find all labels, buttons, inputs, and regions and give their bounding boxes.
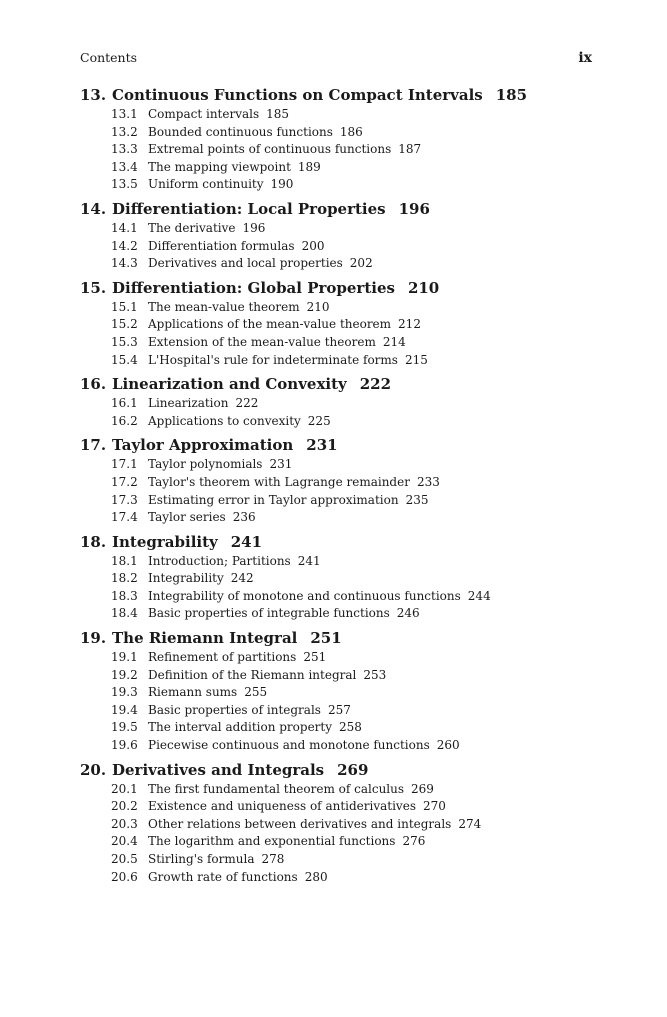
section-page: 246 (396, 606, 420, 621)
chapter-page: 210 (407, 278, 440, 297)
chapter-number: 19. (80, 629, 107, 648)
running-head (80, 50, 592, 68)
chapter-heading (80, 435, 600, 456)
chapter-heading (80, 199, 600, 220)
section-page: 255 (244, 685, 268, 700)
chapter-page: 196 (398, 199, 430, 218)
section-title: The mapping viewpoint (148, 159, 291, 174)
section-number: 19.4 (111, 702, 138, 717)
toc-chapter (80, 374, 600, 430)
section-page: 185 (266, 107, 290, 121)
section-page: 253 (363, 667, 387, 682)
toc-chapter (80, 760, 600, 887)
toc-section-entry (80, 316, 600, 334)
section-title: Integrability of monotone and continuous functions (148, 588, 461, 603)
section-number: 17.1 (111, 457, 138, 472)
section-page: 242 (230, 571, 254, 586)
toc-section-entry (80, 124, 600, 142)
section-title: Applications of the mean-value theorem (148, 317, 392, 332)
chapter-page: 241 (230, 532, 263, 551)
section-number: 16.2 (111, 413, 138, 428)
chapter-number: 13. (80, 86, 107, 104)
toc-chapter (80, 435, 600, 526)
chapter-number: 14. (80, 199, 107, 218)
section-title: Estimating error in Taylor approximation (148, 492, 399, 507)
section-number: 19.3 (111, 685, 138, 700)
section-number: 19.2 (111, 667, 138, 682)
section-title: Differentiation formulas (148, 238, 295, 253)
section-title: Riemann sums (148, 685, 238, 700)
section-title: Applications to convexity (148, 413, 301, 428)
chapter-title: Derivatives and Integrals (112, 760, 325, 779)
section-title: The mean-value theorem (148, 299, 300, 314)
toc-section-entry (80, 719, 600, 737)
section-number: 17.4 (111, 510, 138, 525)
toc-section-entry (80, 334, 600, 352)
chapter-heading (80, 85, 600, 106)
toc-chapter (80, 532, 600, 623)
toc-section-entry (80, 833, 600, 851)
chapter-heading (80, 374, 600, 395)
chapter-page: 231 (306, 436, 338, 455)
chapter-number: 15. (80, 278, 107, 297)
toc-section-entry (80, 255, 600, 273)
section-page: 241 (297, 553, 321, 568)
section-number: 20.1 (111, 781, 138, 796)
toc-section-entry (80, 816, 600, 834)
section-title: Extension of the mean-value theorem (148, 334, 376, 349)
section-title: Bounded continuous functions (148, 124, 333, 139)
chapter-number: 17. (80, 436, 107, 455)
toc-section-entry (80, 667, 600, 685)
section-number: 20.3 (111, 816, 138, 831)
toc-section-entry (80, 570, 600, 588)
section-number: 14.3 (111, 256, 138, 271)
toc-section-entry (80, 588, 600, 606)
section-page: 276 (402, 834, 426, 849)
section-page: 210 (306, 299, 330, 314)
toc-section-entry (80, 474, 600, 492)
section-number: 15.2 (111, 317, 138, 332)
section-page: 235 (405, 492, 429, 507)
chapter-page: 251 (310, 629, 342, 648)
section-page: 269 (411, 781, 434, 796)
toc-section-entry (80, 238, 600, 256)
toc-section-entry (80, 851, 600, 869)
section-title: Growth rate of functions (148, 869, 298, 884)
section-page: 251 (303, 650, 327, 665)
section-page: 186 (339, 124, 363, 139)
section-title: Introduction; Partitions (148, 553, 291, 568)
chapter-page: 222 (359, 375, 392, 394)
toc-section-entry (80, 781, 600, 799)
section-number: 13.3 (111, 142, 138, 157)
toc-section-entry (80, 702, 600, 720)
section-number: 19.1 (111, 650, 138, 665)
chapter-number: 18. (80, 532, 107, 551)
section-title: Compact intervals (148, 107, 260, 121)
section-title: Integrability (148, 571, 224, 586)
toc-section-entry (80, 176, 600, 194)
section-page: 189 (297, 159, 321, 174)
section-number: 14.2 (111, 238, 138, 253)
section-page: 215 (404, 352, 428, 367)
section-number: 18.2 (111, 571, 138, 586)
section-number: 17.2 (111, 474, 138, 489)
toc-section-entry (80, 159, 600, 177)
section-number: 13.2 (111, 124, 138, 139)
toc-section-entry (80, 220, 600, 238)
section-title: Derivatives and local properties (148, 256, 343, 271)
chapter-heading (80, 760, 600, 781)
chapter-number: 20. (80, 760, 107, 779)
section-number: 13.4 (111, 159, 138, 174)
section-number: 20.2 (111, 799, 138, 814)
toc-section-entry (80, 553, 600, 571)
toc-section-entry (80, 509, 600, 527)
section-page: 214 (382, 334, 406, 349)
section-page: 257 (327, 702, 351, 717)
section-title: Taylor's theorem with Lagrange remainder (148, 474, 410, 489)
section-title: L'Hospital's rule for indeterminate forms (148, 352, 398, 367)
chapter-title: The Riemann Integral (112, 629, 298, 648)
section-page: 200 (301, 238, 325, 253)
section-page: 212 (398, 317, 421, 332)
section-title: The first fundamental theorem of calculus (148, 781, 405, 796)
section-number: 15.1 (111, 299, 138, 314)
section-number: 15.4 (111, 352, 138, 367)
section-page: 202 (349, 256, 373, 271)
section-title: Definition of the Riemann integral (148, 667, 357, 682)
toc-section-entry (80, 649, 600, 667)
running-title: Contents (80, 50, 138, 65)
section-title: Uniform continuity (148, 177, 264, 192)
chapter-title: Linearization and Convexity (112, 375, 347, 394)
toc-section-entry (80, 605, 600, 623)
toc-section-entry (80, 869, 600, 887)
chapter-page: 185 (495, 86, 528, 104)
section-title: Taylor polynomials (148, 457, 263, 472)
section-number: 13.5 (111, 177, 138, 192)
toc-chapter (80, 199, 600, 273)
section-number: 14.1 (111, 220, 138, 235)
section-title: Refinement of partitions (148, 650, 297, 665)
section-number: 18.1 (111, 553, 138, 568)
section-page: 233 (416, 474, 440, 489)
section-title: Other relations between derivatives and integrals (148, 816, 452, 831)
toc-section-entry (80, 798, 600, 816)
section-number: 13.1 (111, 107, 138, 121)
section-title: Basic properties of integrals (148, 702, 321, 717)
toc-section-entry (80, 492, 600, 510)
section-number: 19.6 (111, 738, 138, 753)
toc-section-entry (80, 352, 600, 370)
section-number: 15.3 (111, 334, 138, 349)
section-title: The interval addition property (148, 720, 333, 735)
toc-section-entry (80, 106, 600, 124)
toc-chapter (80, 278, 600, 369)
chapter-title: Differentiation: Global Properties (112, 278, 395, 297)
section-title: Taylor series (148, 510, 226, 525)
toc-section-entry (80, 737, 600, 755)
section-number: 17.3 (111, 492, 138, 507)
section-number: 20.4 (111, 834, 138, 849)
section-number: 20.5 (111, 852, 138, 866)
chapter-heading (80, 278, 600, 299)
section-page: 222 (235, 396, 259, 411)
section-number: 16.1 (111, 396, 138, 411)
chapter-heading (80, 532, 600, 553)
chapter-heading (80, 628, 600, 649)
chapter-title: Differentiation: Local Properties (112, 199, 386, 218)
section-title: Piecewise continuous and monotone functions (148, 738, 430, 753)
toc-section-entry (80, 299, 600, 317)
chapter-title: Integrability (112, 532, 218, 551)
toc-section-entry (80, 684, 600, 702)
toc-chapter (80, 85, 600, 194)
section-page: 260 (436, 738, 460, 753)
section-title: Linearization (148, 396, 229, 411)
page-number: ix (578, 50, 592, 66)
section-page: 225 (307, 413, 331, 428)
section-number: 18.4 (111, 606, 138, 621)
section-title: Stirling's formula (148, 852, 255, 866)
section-title: The derivative (148, 220, 236, 235)
section-title: Basic properties of integrable functions (148, 606, 390, 621)
section-page: 190 (270, 177, 294, 192)
toc-section-entry (80, 141, 600, 159)
section-page: 187 (398, 142, 422, 157)
chapter-page: 269 (337, 760, 369, 779)
section-page: 270 (422, 799, 446, 814)
toc-chapter (80, 628, 600, 755)
section-page: 231 (269, 457, 293, 472)
section-title: Extremal points of continuous functions (148, 142, 392, 157)
section-title: The logarithm and exponential functions (148, 834, 396, 849)
toc-section-entry (80, 413, 600, 431)
chapter-title: Continuous Functions on Compact Intervals (112, 86, 483, 104)
chapter-number: 16. (80, 375, 107, 394)
section-page: 244 (467, 588, 491, 603)
section-page: 258 (339, 720, 362, 735)
section-page: 280 (304, 869, 328, 884)
chapter-title: Taylor Approximation (112, 436, 294, 455)
section-number: 19.5 (111, 720, 138, 735)
section-number: 18.3 (111, 588, 138, 603)
section-page: 196 (242, 220, 266, 235)
toc-section-entry (80, 395, 600, 413)
toc-section-entry (80, 456, 600, 474)
section-title: Existence and uniqueness of antiderivatives (148, 799, 416, 814)
table-of-contents (80, 85, 600, 891)
section-page: 274 (458, 816, 482, 831)
section-page: 236 (232, 510, 256, 525)
section-number: 20.6 (111, 869, 138, 884)
section-page: 278 (261, 852, 285, 866)
